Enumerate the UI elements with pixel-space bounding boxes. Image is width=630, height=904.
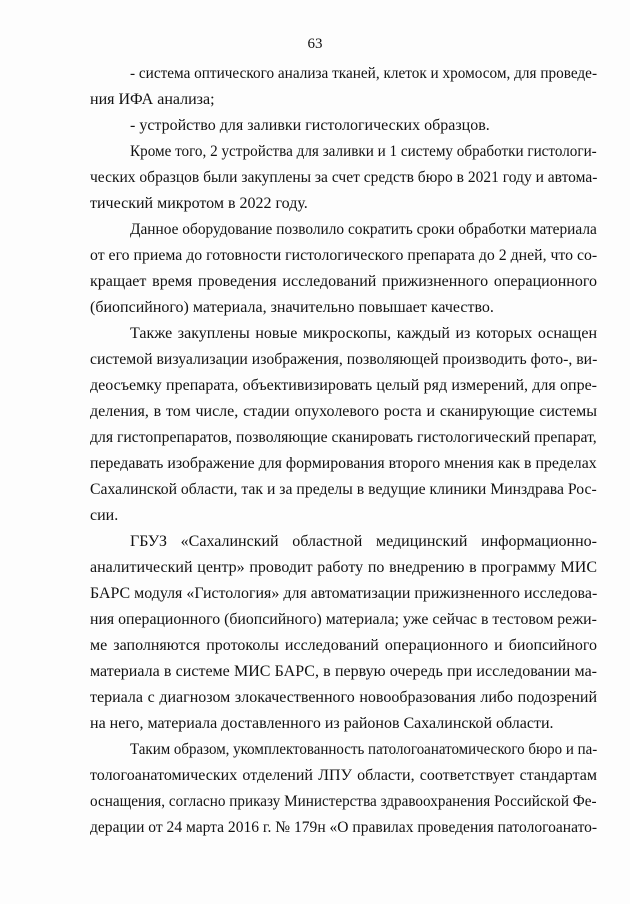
text-line: от его приема до готовности гистологического препарата до 2 дней, что со- <box>90 247 598 264</box>
text-line: материала в системе МИС БАРС, в первую очередь при исследовании ма- <box>90 663 597 680</box>
text-line: ния ИФА анализа; <box>90 91 215 108</box>
text-line: Также закуплены новые микроскопы, каждый из которых оснащен <box>130 325 597 342</box>
text-line: передавать изображение для формирования второго мнения как в пределах <box>90 455 597 472</box>
text-line: тологоанатомических отделений ЛПУ области, соответствует стандартам <box>90 767 597 784</box>
text-line: ме заполняются протоколы исследований операционного и биопсийного <box>90 637 597 654</box>
text-line: - система оптического анализа тканей, клеток и хромосом, для проведе- <box>130 65 598 82</box>
text-line: оснащения, согласно приказу Министерства здравоохранения Российской Фе- <box>90 793 597 810</box>
text-line: БАРС модуля «Гистология» для автоматизации прижизненного исследова- <box>90 585 598 602</box>
text-line: - устройство для заливки гистологических образцов. <box>130 117 490 134</box>
text-line: тический микротом в 2022 году. <box>90 195 308 212</box>
text-line: Таким образом, укомплектованность патологоанатомического бюро и па- <box>130 741 598 758</box>
text-line: кращает время проведения исследований прижизненного операционного <box>90 273 597 290</box>
text-line: дерации от 24 марта 2016 г. № 179н «О правилах проведения патологоанато- <box>90 819 598 836</box>
text-line: аналитический центр» проводит работу по внедрению в программу МИС <box>90 559 597 576</box>
text-line: ческих образцов были закуплены за счет средств бюро в 2021 году и автома- <box>90 169 598 186</box>
text-line: для гистопрепаратов, позволяющие сканировать гистологический препарат, <box>90 429 597 446</box>
text-line: Сахалинской области, так и за пределы в ведущие клиники Минздрава Рос- <box>90 481 597 498</box>
text-line: Кроме того, 2 устройства для заливки и 1 систему обработки гистологи- <box>130 143 597 160</box>
text-line: (биопсийного) материала, значительно повышает качество. <box>90 299 494 316</box>
text-line: на него, материала доставленного из районов Сахалинской области. <box>90 715 554 732</box>
page-number: 63 <box>307 36 323 52</box>
text-line: ния операционного (биопсийного) материала; уже сейчас в тестовом режи- <box>90 611 597 628</box>
text-line: сии. <box>90 507 119 524</box>
text-line: териала с диагнозом злокачественного новообразования либо подозрений <box>90 689 597 706</box>
text-line: деления, в том числе, стадии опухолевого роста и сканирующие системы <box>90 403 597 420</box>
text-line: ГБУЗ «Сахалинский областной медицинский информационно- <box>130 533 597 550</box>
text-line: системой визуализации изображения, позволяющей производить фото-, ви- <box>90 351 598 368</box>
text-line: деосъемку препарата, объективизировать целый ряд измерений, для опре- <box>90 377 597 394</box>
text-line: Данное оборудование позволило сократить сроки обработки материала <box>130 221 597 238</box>
